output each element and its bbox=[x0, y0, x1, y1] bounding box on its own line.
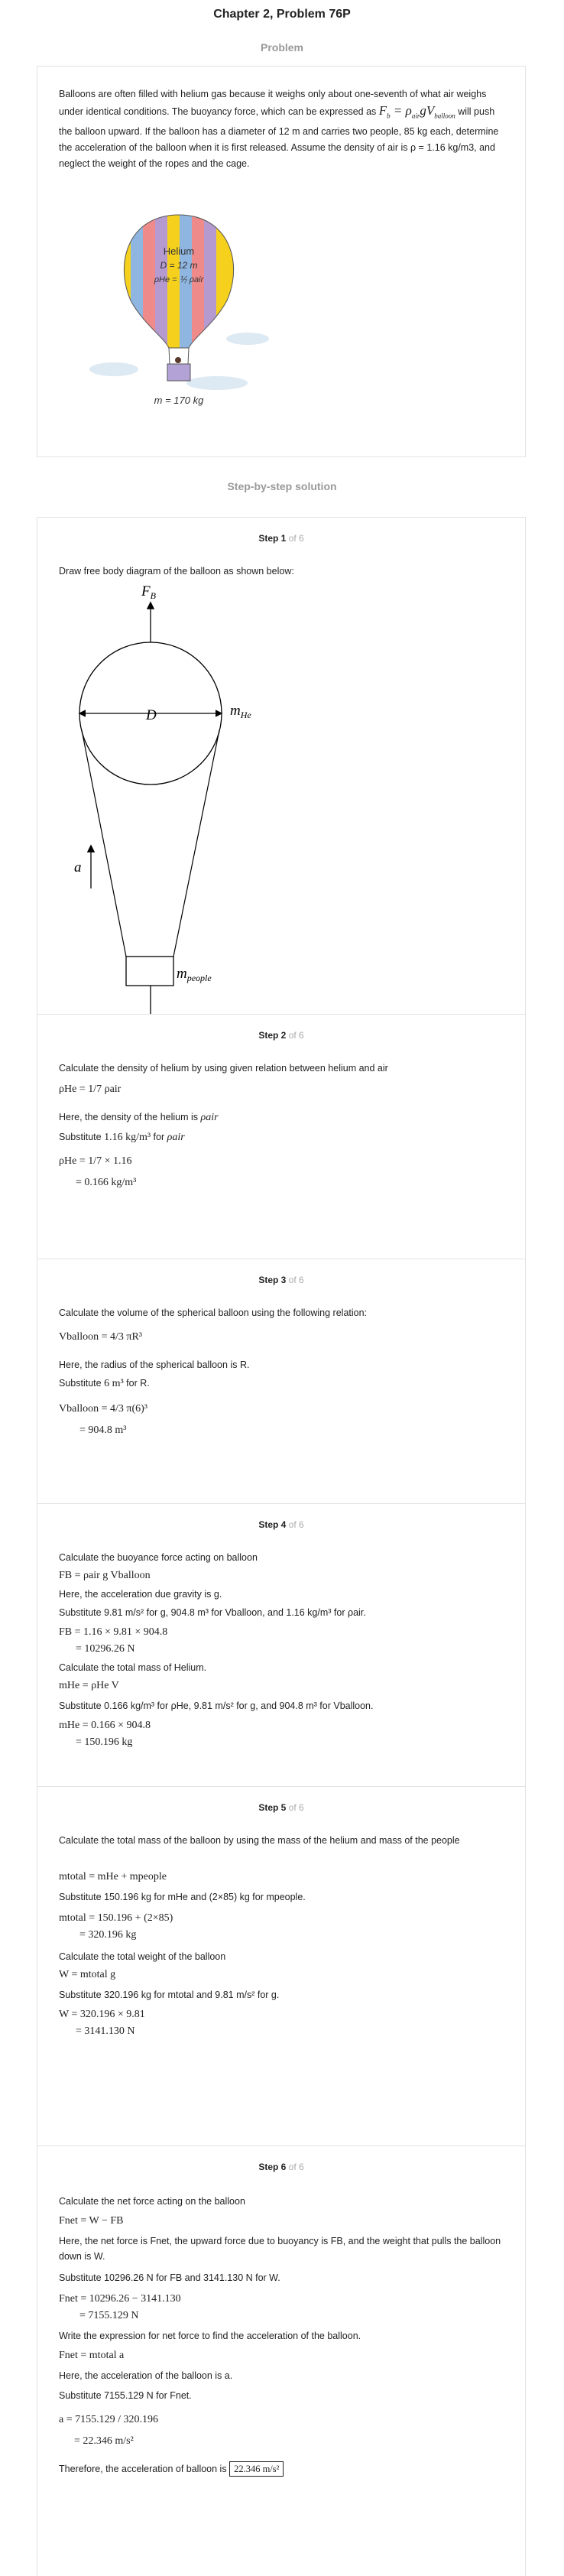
buoyancy-formula: $F_b = \rho_{air}gV_{balloon}$ bbox=[378, 103, 455, 120]
step-4-mass-title: Calculate the total mass of Helium. bbox=[59, 1662, 207, 1673]
free-body-diagram bbox=[53, 583, 282, 999]
step-6-newton-formula: Fnet = mtotal a bbox=[59, 2350, 125, 2361]
step-6-label: Step 6 bbox=[258, 2162, 287, 2172]
step-4 bbox=[37, 1503, 526, 1786]
step-6-final-text: Therefore, the acceleration of balloon is bbox=[59, 2464, 227, 2474]
balloon-illustration bbox=[83, 209, 274, 408]
step-2-line-0: Calculate the density of helium by using given relation between helium and air bbox=[59, 1063, 388, 1074]
step-3-header bbox=[37, 1275, 525, 1285]
step-5-mtotal-result: = 320.196 kg bbox=[79, 1929, 137, 1941]
step-5-of: of 6 bbox=[288, 1802, 304, 1813]
problem-box bbox=[37, 66, 526, 457]
step-5-substitute-2: Substitute 320.196 kg for mtotal and 9.81 m/s² for g. bbox=[59, 1990, 280, 2000]
step-1-label: Step 1 bbox=[258, 533, 287, 544]
step-4-label: Step 4 bbox=[258, 1519, 287, 1530]
step-2-relation: ρHe = 1/7 ρair bbox=[59, 1083, 122, 1095]
problem-text-b: will push the balloon upward. If the balloon has a diameter of 12 m and carries two people, 85 kg each, determine the acceleration of the balloon when it is first released. Assume the density of air is ρ = 1.16 kg/m3, and neglect the weight of the ropes and the cage. bbox=[59, 106, 499, 170]
step-5-weight-result: = 3141.130 N bbox=[76, 2025, 135, 2037]
fbd-mhe-label: $m_{He}$ bbox=[230, 703, 251, 720]
step-3-line-0: Calculate the volume of the spherical balloon using the following relation: bbox=[59, 1307, 368, 1318]
step-6-of: of 6 bbox=[288, 2162, 304, 2172]
rope-right bbox=[188, 348, 189, 364]
fig-helium-label: Helium bbox=[163, 245, 195, 257]
cloud-bottom bbox=[186, 376, 248, 390]
final-answer-box: 22.346 m/s² bbox=[229, 2461, 284, 2477]
step-1-header bbox=[37, 533, 525, 544]
step-6-fnet-calc: Fnet = 10296.26 − 3141.130 bbox=[59, 2293, 181, 2305]
step-1-of: of 6 bbox=[288, 533, 304, 544]
fbd-fb-label: $F_B$ bbox=[141, 583, 156, 601]
step-5-substitute-1: Substitute 150.196 kg for mHe and (2×85) kg for mpeople. bbox=[59, 1892, 306, 1902]
fbd-a-label: a bbox=[74, 859, 82, 875]
step-6-fnet-result: = 7155.129 N bbox=[79, 2310, 139, 2321]
step-5-mtotal-calc: mtotal = 150.196 + (2×85) bbox=[59, 1912, 173, 1924]
step-4-mhe-calc: mHe = 0.166 × 904.8 bbox=[59, 1720, 151, 1731]
step-6-substitute-2: Substitute 7155.129 N for Fnet. bbox=[59, 2390, 192, 2401]
page-title: Chapter 2, Problem 76P bbox=[213, 8, 351, 21]
step-3-calc: Vballoon = 4/3 π(6)³ bbox=[59, 1403, 147, 1415]
step-3-result: = 904.8 m³ bbox=[79, 1424, 127, 1436]
step-4-fb-formula: FB = ρair g Vballoon bbox=[59, 1570, 151, 1581]
cloud-right bbox=[226, 333, 269, 345]
step-6-a-calc: a = 7155.129 / 320.196 bbox=[59, 2414, 158, 2425]
step-6 bbox=[37, 2146, 526, 2576]
step-6-substitute-1: Substitute 10296.26 N for FB and 3141.130 N for W. bbox=[59, 2272, 280, 2283]
solution-heading: Step-by-step solution bbox=[227, 480, 337, 492]
step-4-mhe-formula: mHe = ρHe V bbox=[59, 1680, 119, 1691]
step-5-label: Step 5 bbox=[258, 1802, 287, 1813]
step-4-substitute-2: Substitute 0.166 kg/m³ for ρHe, 9.81 m/s² for g, and 904.8 m³ for Vballoon. bbox=[59, 1701, 374, 1711]
fig-rho-label: ρHe = ⅟₇ ρair bbox=[154, 275, 204, 284]
step-4-of: of 6 bbox=[288, 1519, 304, 1530]
step-5 bbox=[37, 1786, 526, 2146]
step-2-of: of 6 bbox=[288, 1030, 304, 1041]
step-2-substitute: Substitute 1.16 kg/m³ for ρair bbox=[59, 1132, 185, 1143]
step-5-weight-calc: W = 320.196 × 9.81 bbox=[59, 2009, 145, 2020]
step-4-line-0: Calculate the buoyance force acting on balloon bbox=[59, 1552, 258, 1563]
step-2-here: Here, the density of the helium is ρair bbox=[59, 1112, 219, 1123]
fig-diameter-label: D = 12 m bbox=[160, 260, 198, 271]
cage-rect bbox=[126, 957, 173, 986]
step-4-mhe-result: = 150.196 kg bbox=[76, 1736, 133, 1748]
problem-text bbox=[59, 86, 508, 172]
step-3-substitute: Substitute 6 m³ for R. bbox=[59, 1378, 150, 1389]
rope-left-line bbox=[82, 730, 126, 957]
problem-text-a: Balloons are often filled with helium gas because it weighs only about one-seventh of what air weighs under identical conditions. The buoyancy force, which can be expressed as bbox=[59, 89, 487, 117]
step-1-line-0: Draw free body diagram of the balloon as shown below: bbox=[59, 566, 294, 577]
step-2-label: Step 2 bbox=[258, 1030, 287, 1041]
step-5-weight-title: Calculate the total weight of the balloon bbox=[59, 1951, 226, 1962]
step-5-line-0: Calculate the total mass of the balloon by using the mass of the helium and mass of the people bbox=[59, 1835, 460, 1846]
step-5-weight-formula: W = mtotal g bbox=[59, 1969, 116, 1980]
step-6-line-0: Calculate the net force acting on the balloon bbox=[59, 2196, 245, 2207]
step-5-header bbox=[37, 1802, 525, 1813]
step-6-fnet-formula: Fnet = W − FB bbox=[59, 2215, 124, 2227]
step-2-result: = 0.166 kg/m³ bbox=[76, 1177, 137, 1188]
step-4-substitute-1: Substitute 9.81 m/s² for g, 904.8 m³ for Vballoon, and 1.16 kg/m³ for ρair. bbox=[59, 1607, 366, 1618]
step-2-calc: ρHe = 1/7 × 1.16 bbox=[59, 1155, 132, 1167]
step-3-volume-formula: Vballoon = 4/3 πR³ bbox=[59, 1331, 142, 1343]
basket bbox=[167, 364, 190, 381]
rope-right-line bbox=[173, 730, 219, 957]
step-4-fb-calc: FB = 1.16 × 9.81 × 904.8 bbox=[59, 1626, 168, 1638]
person-icon bbox=[175, 357, 181, 363]
step-2-header bbox=[37, 1030, 525, 1041]
step-5-mtotal-formula: mtotal = mHe + mpeople bbox=[59, 1871, 167, 1882]
step-6-here-1: Here, the net force is Fnet, the upward force due to buoyancy is FB, and the weight that pulls the balloon down is W. bbox=[59, 2236, 501, 2262]
fbd-mpeople-label: $m_{people}$ bbox=[177, 966, 212, 983]
fig-mass-label: m = 170 kg bbox=[154, 395, 204, 406]
step-1 bbox=[37, 517, 526, 1014]
problem-heading: Problem bbox=[260, 41, 303, 54]
step-3 bbox=[37, 1259, 526, 1503]
step-3-here: Here, the radius of the spherical balloon is R. bbox=[59, 1359, 250, 1370]
cloud-left bbox=[89, 362, 138, 376]
rope-left bbox=[169, 348, 170, 364]
step-3-of: of 6 bbox=[288, 1275, 304, 1285]
step-6-a-result: = 22.346 m/s² bbox=[74, 2435, 134, 2447]
fbd-d-label: D bbox=[146, 707, 157, 723]
step-4-header bbox=[37, 1519, 525, 1530]
step-4-here: Here, the acceleration due gravity is g. bbox=[59, 1589, 222, 1600]
step-2 bbox=[37, 1014, 526, 1259]
step-6-final bbox=[59, 2461, 510, 2477]
step-4-fb-result: = 10296.26 N bbox=[76, 1643, 135, 1655]
step-6-here-2: Here, the acceleration of the balloon is a. bbox=[59, 2370, 233, 2381]
step-3-label: Step 3 bbox=[258, 1275, 287, 1285]
step-6-expression-title: Write the expression for net force to find the acceleration of the balloon. bbox=[59, 2331, 361, 2341]
step-6-header bbox=[37, 2162, 525, 2172]
